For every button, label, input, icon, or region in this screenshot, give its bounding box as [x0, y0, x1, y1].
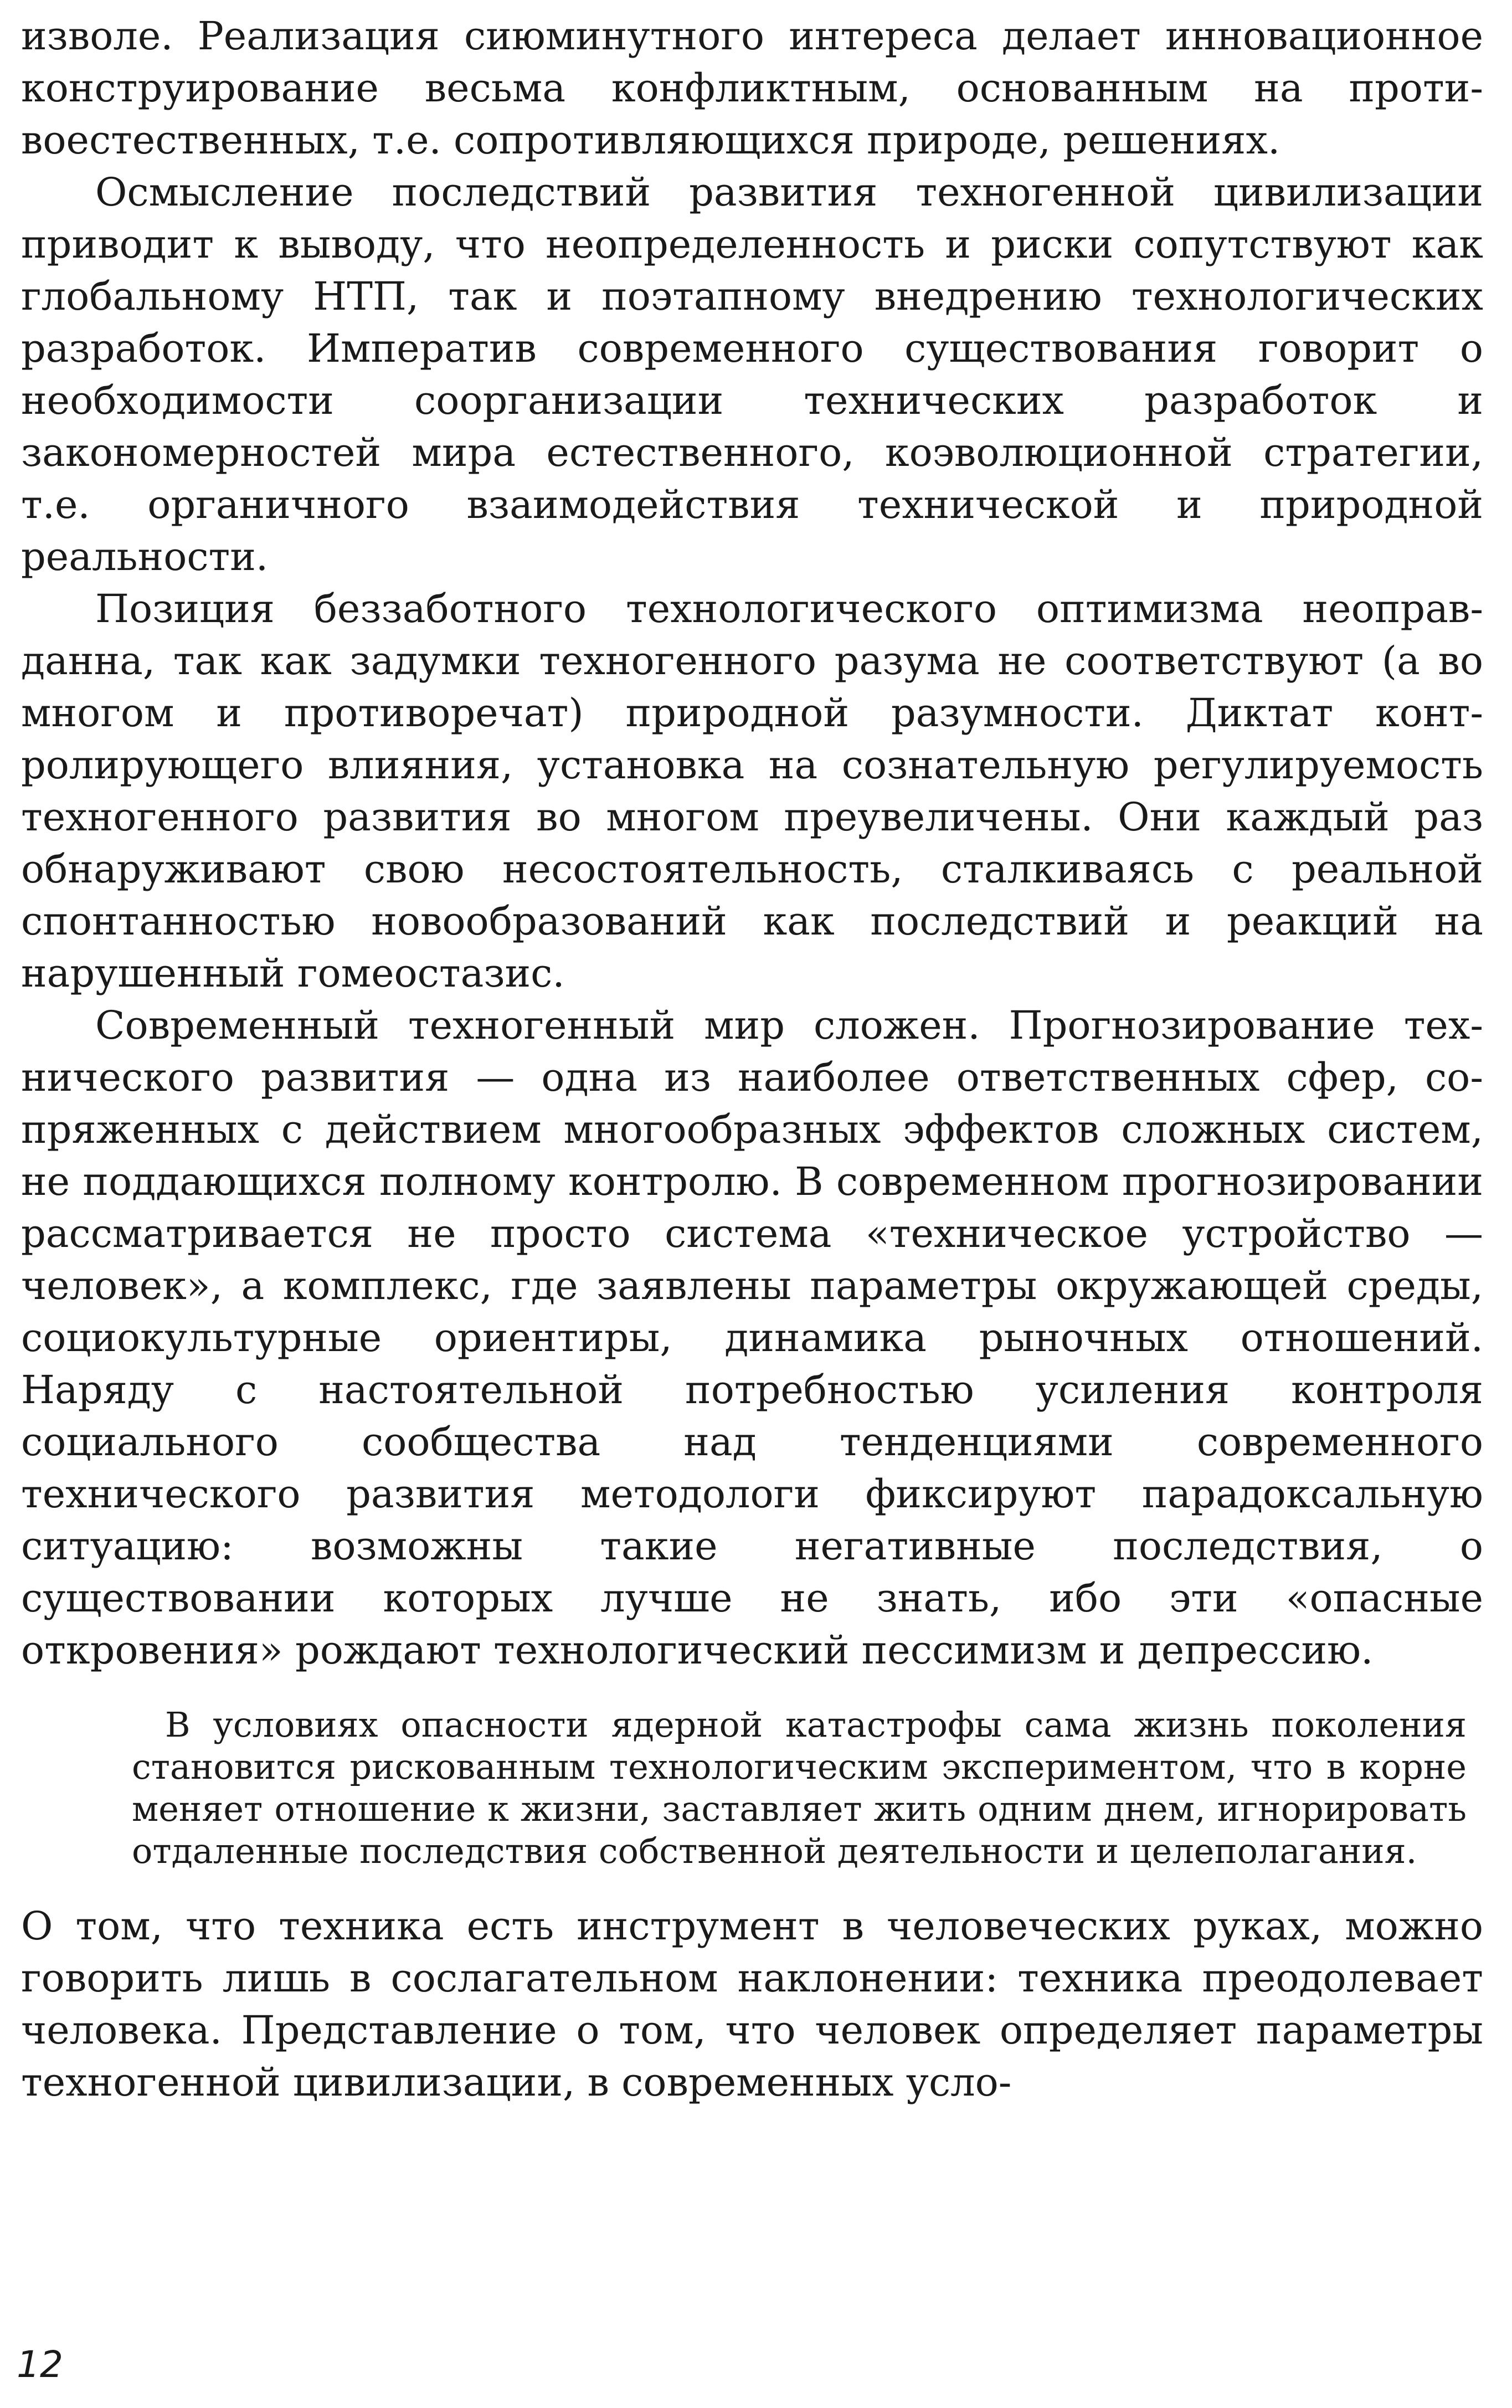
paragraph-4: Современный техногенный мир сложен. Прогнозирование технического развития — одна из наиболее ответственных сфер, сопряженных с действием многообразных эффектов сложных систем, не поддающихся полному контролю. В современном прогнозировании рассматривается не просто система «техническое устройство — человек», а комплекс, где заявлены параметры окружающей среды, социокультурные ориентиры, динамика рыночных отношений. Наряду с настоятельной потребностью усиления контроля социального сообщества над тенденциями современного технического развития методологи фиксируют парадоксальную ситуацию: возможны такие негативные последствия, о существовании которых лучше не знать, ибо эти «опасные откровения» рождают технологический пессимизм и депрессию. [21, 1003, 1483, 1673]
page-number: 12 [17, 2343, 63, 2386]
paragraph-1: изволе. Реализация сиюминутного интереса делает инновационное конструирование весьма конфликтным, основанным на противоестественных, т.е. сопротивляющихся природе, решениях. [21, 13, 1483, 163]
paragraph-3: Позиция беззаботного технологического оптимизма неоправданна, так как задумки техногенного разума не соответствуют (а во многом и противоречат) природной разумности. Диктат контролирующего влияния, установка на сознательную регулируемость техногенного развития во многом преувеличены. Они каждый раз обнаруживают свою несостоятельность, сталкиваясь с реальной спонтанностью новообразований как последствий и реакций на нарушенный гомеостазис. [21, 586, 1483, 996]
page-body [21, 10, 1483, 2108]
block-quote: В условиях опасности ядерной катастрофы сама жизнь поколения становится рискованным технологическим экспериментом, что в корне меняет отношение к жизни, заставляет жить одним днем, игнорировать отдаленные последствия собственной деятельности и целеполагания. [132, 1704, 1467, 1871]
paragraph-final: О том, что техника есть инструмент в человеческих руках, можно говорить лишь в сослагательном наклонении: техника преодолевает человека. Представление о том, что человек определяет параметры техногенной цивилизации, в современных усло- [21, 1903, 1483, 2105]
paragraph-2: Осмысление последствий развития техногенной цивилизации приводит к выводу, что неопределенность и риски сопутствуют как глобальному НТП, так и поэтапному внедрению технологических разработок. Императив современного существования говорит о необходимости соорганизации технических разработок и закономерностей мира естественного, коэволюционной стратегии, т.е. органичного взаимодействия технической и природной реальности. [21, 170, 1483, 579]
